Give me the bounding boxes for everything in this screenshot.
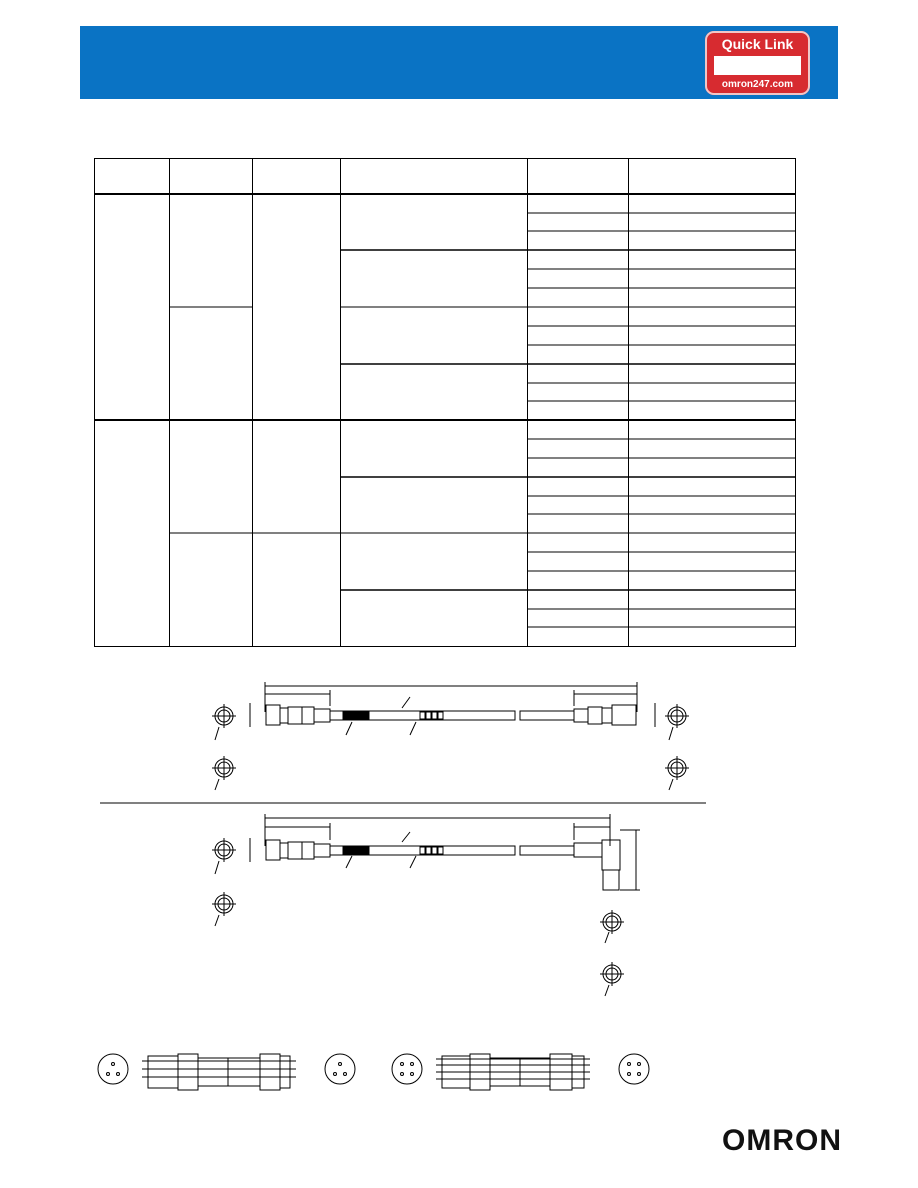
quick-link-url[interactable]: omron247.com [721, 79, 794, 90]
right-angle-cable-drawing [212, 814, 640, 996]
wiring-diagrams [98, 1054, 649, 1090]
brand-logo: OMRON [722, 1124, 842, 1157]
straight-cable-drawing [212, 682, 689, 790]
quick-link-title: Quick Link [721, 36, 794, 52]
